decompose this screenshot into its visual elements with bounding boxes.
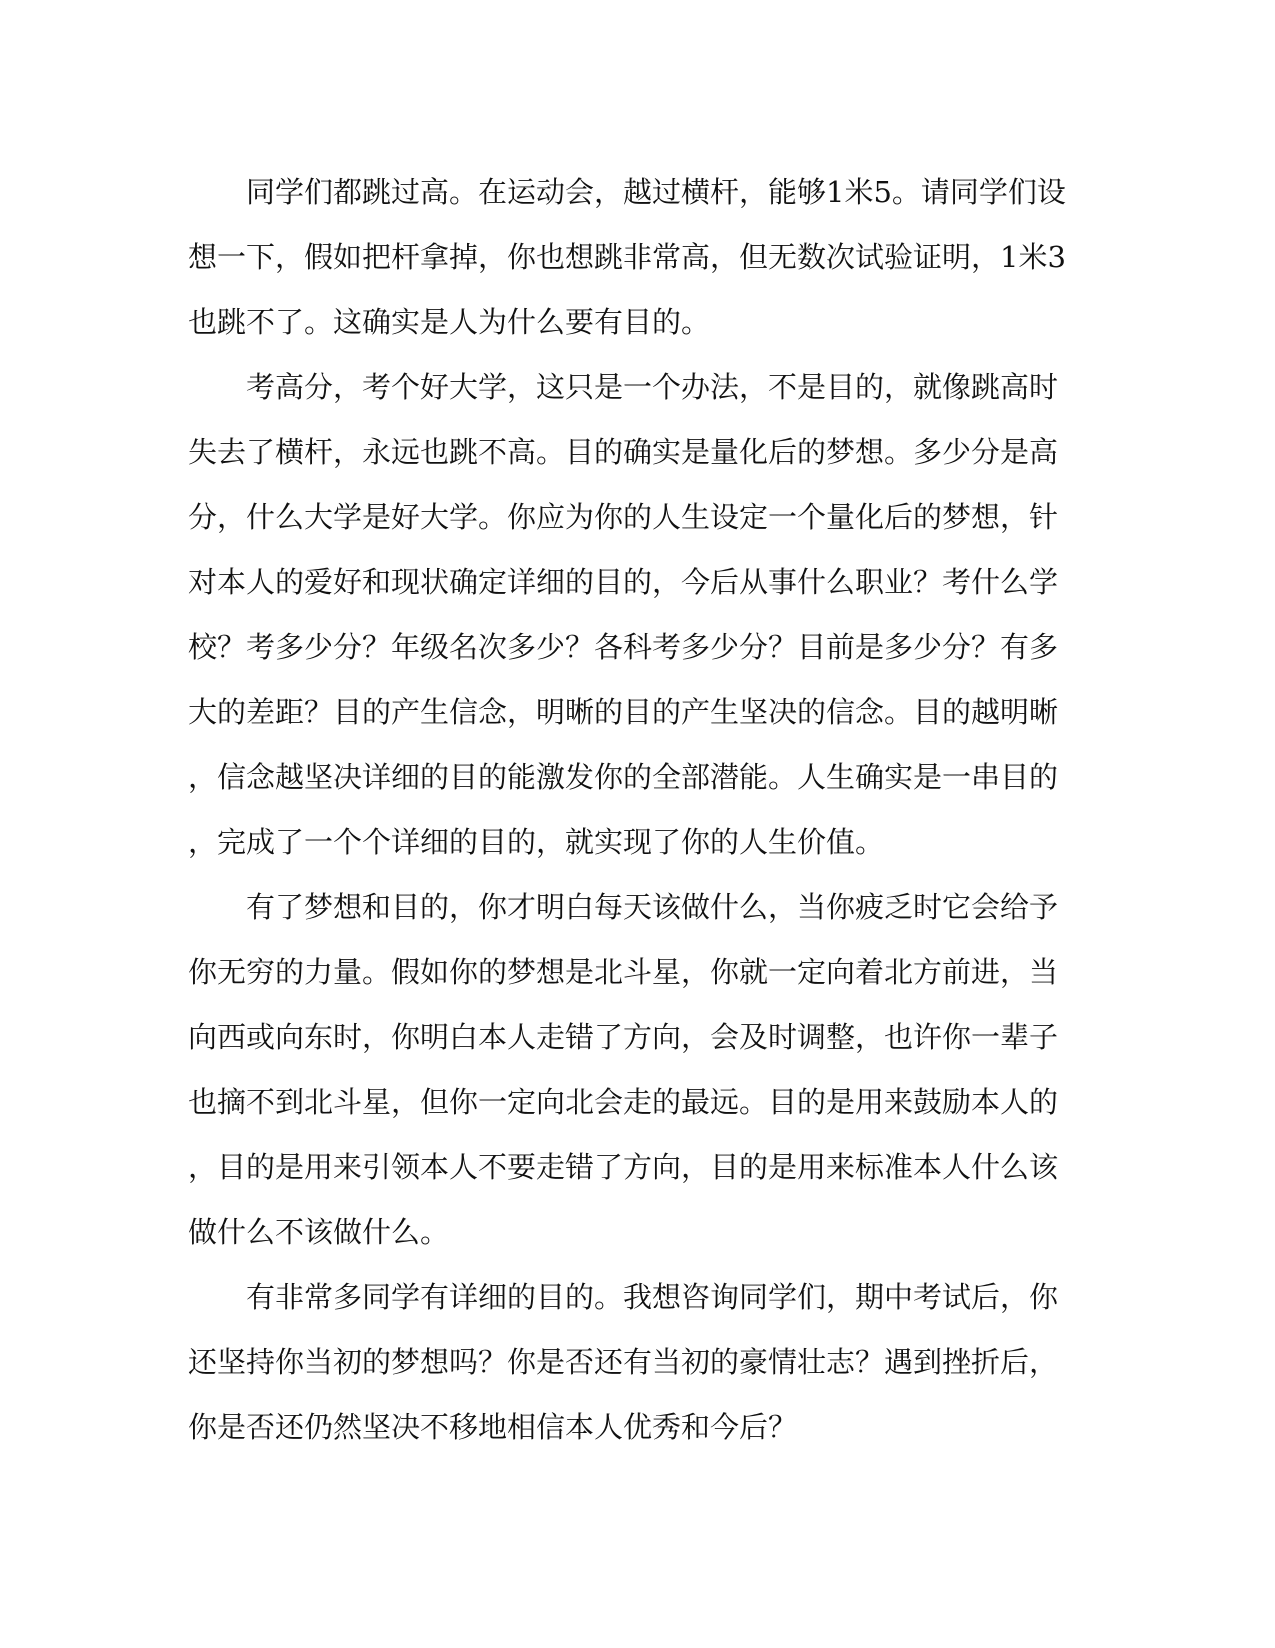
- text-line: 有非常多同学有详细的目的。我想咨询同学们，期中考试后，你: [246, 1280, 1059, 1314]
- paragraph-3: [188, 875, 1068, 1265]
- document-body: [188, 160, 1068, 1460]
- text-line: 失去了横杆，永远也跳不高。目的确实是量化后的梦想。多少分是高: [188, 435, 1059, 469]
- paragraph-2: [188, 355, 1068, 875]
- text-line: 有了梦想和目的，你才明白每天该做什么，当你疲乏时它会给予: [246, 890, 1059, 924]
- text-line: 大的差距？目的产生信念，明晰的目的产生坚决的信念。目的越明晰: [188, 695, 1059, 729]
- paragraph-1: [188, 160, 1068, 355]
- text-line: 向西或向东时，你明白本人走错了方向，会及时调整，也许你一辈子: [188, 1020, 1059, 1054]
- text-line: 校？考多少分？年级名次多少？各科考多少分？目前是多少分？有多: [188, 630, 1059, 664]
- text-line: ，目的是用来引领本人不要走错了方向，目的是用来标准本人什么该: [188, 1150, 1059, 1184]
- text-line: 你是否还仍然坚决不移地相信本人优秀和今后？: [188, 1410, 798, 1444]
- text-line: 你无穷的力量。假如你的梦想是北斗星，你就一定向着北方前进，当: [188, 955, 1059, 989]
- paragraph-4: [188, 1265, 1068, 1460]
- text-line: 分，什么大学是好大学。你应为你的人生设定一个量化后的梦想，针: [188, 500, 1059, 534]
- text-line: 做什么不该做什么。: [188, 1215, 450, 1249]
- text-line: ，信念越坚决详细的目的能激发你的全部潜能。人生确实是一串目的: [188, 760, 1059, 794]
- text-line: 同学们都跳过高。在运动会，越过横杆，能够1米5。请同学们设: [246, 175, 1066, 209]
- text-line: 想一下，假如把杆拿掉，你也想跳非常高，但无数次试验证明，1米3: [188, 240, 1066, 274]
- text-line: ，完成了一个个详细的目的，就实现了你的人生价值。: [188, 825, 885, 859]
- text-line: 对本人的爱好和现状确定详细的目的，今后从事什么职业？考什么学: [188, 565, 1059, 599]
- text-line: 也摘不到北斗星，但你一定向北会走的最远。目的是用来鼓励本人的: [188, 1085, 1059, 1119]
- text-line: 也跳不了。这确实是人为什么要有目的。: [188, 305, 711, 339]
- text-line: 还坚持你当初的梦想吗？你是否还有当初的豪情壮志？遇到挫折后，: [188, 1345, 1059, 1379]
- text-line: 考高分，考个好大学，这只是一个办法，不是目的，就像跳高时: [246, 370, 1059, 404]
